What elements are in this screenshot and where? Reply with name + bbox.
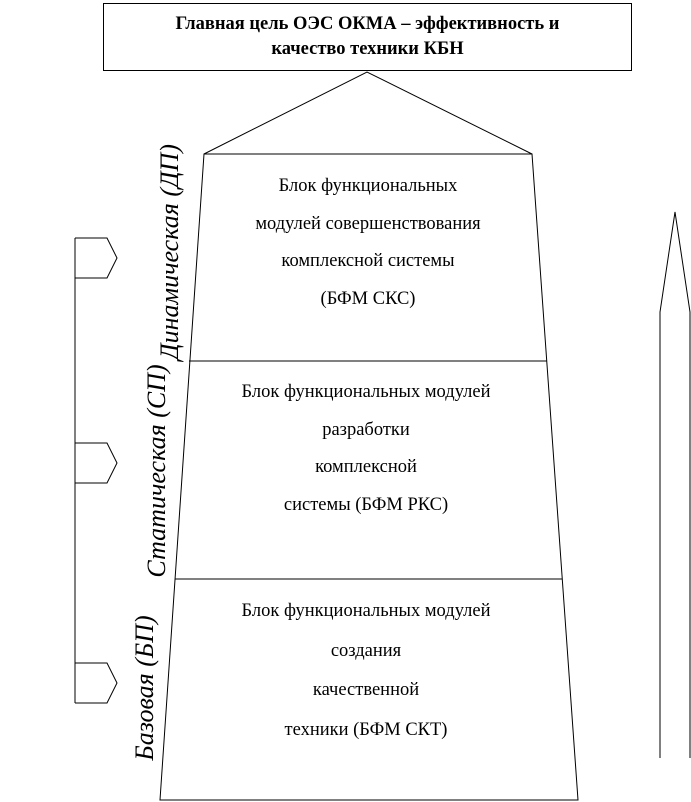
block-creation-line-2: создания bbox=[330, 640, 402, 661]
level-label-base: Базовая (БП) bbox=[130, 615, 159, 761]
level-label-static: Статическая (СП) bbox=[142, 364, 171, 578]
main-goal-box bbox=[103, 3, 632, 71]
block-development bbox=[196, 374, 536, 524]
block-development-line-3: комплексной bbox=[315, 457, 417, 477]
pointer-static bbox=[75, 443, 117, 483]
block-creation-line-4: техники (БФМ СКТ) bbox=[284, 719, 448, 740]
block-improvement-line-4: (БФМ СКС) bbox=[320, 288, 416, 309]
growth-arrow bbox=[660, 212, 690, 758]
block-improvement-line-2: модулей совершенствования bbox=[255, 213, 481, 234]
roof-triangle bbox=[204, 72, 532, 154]
block-development-line-1: Блок функциональных модулей bbox=[241, 382, 491, 402]
block-creation bbox=[196, 592, 536, 750]
block-improvement-line-3: комплексной системы bbox=[281, 251, 455, 271]
pointer-base bbox=[75, 663, 117, 703]
block-improvement-line-1: Блок функциональных bbox=[278, 176, 458, 196]
block-creation-line-1: Блок функциональных модулей bbox=[241, 601, 491, 621]
goal-line-1: Главная цель ОЭС ОКМА – эффективность и bbox=[175, 14, 560, 34]
block-creation-line-3: качественной bbox=[312, 680, 420, 700]
block-improvement bbox=[208, 168, 528, 318]
block-development-line-2: разработки bbox=[322, 419, 410, 440]
level-label-dynamic: Динамическая (ДП) bbox=[155, 144, 184, 360]
block-development-line-4: системы (БФМ РКС) bbox=[283, 494, 449, 515]
goal-line-2: качество техники КБН bbox=[271, 39, 464, 59]
pointer-dynamic bbox=[75, 238, 117, 278]
